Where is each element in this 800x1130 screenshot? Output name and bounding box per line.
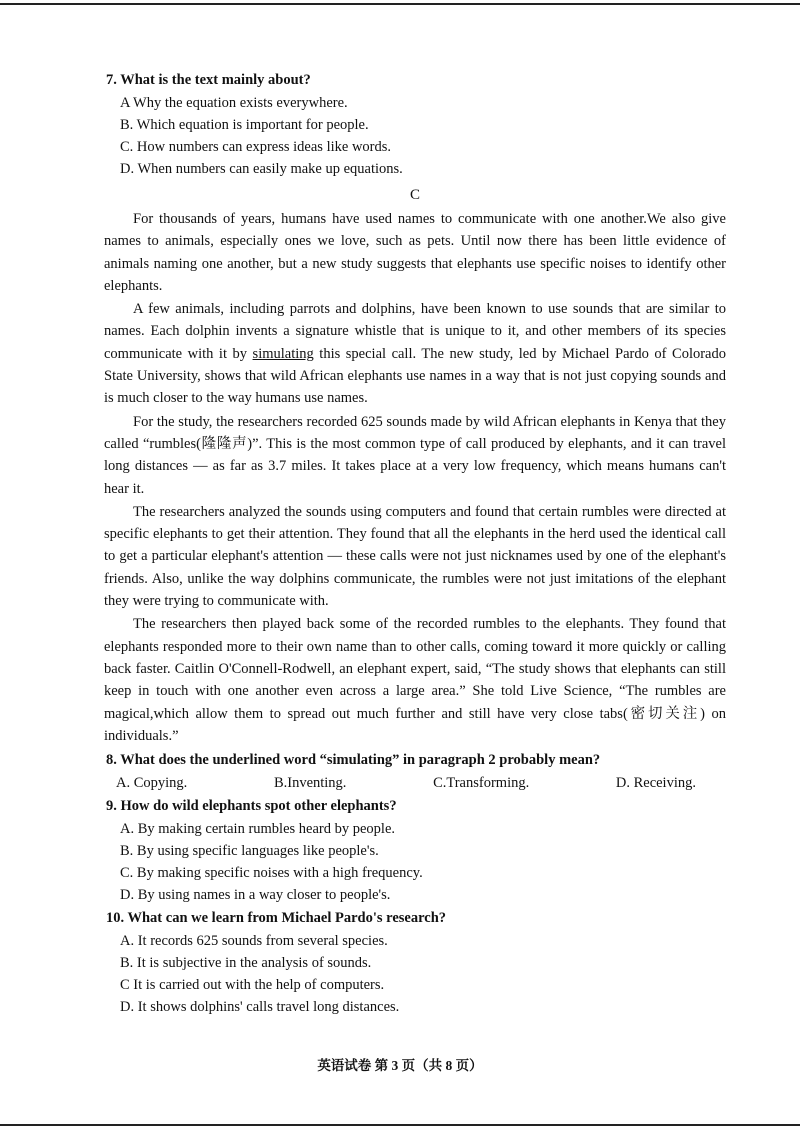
question-9 <box>104 794 726 906</box>
question-9-stem: 9. How do wild elephants spot other elephants? <box>106 798 397 815</box>
question-9-option-a: A. By making certain rumbles heard by people. <box>120 821 396 838</box>
question-10 <box>104 906 726 1018</box>
question-8 <box>104 748 726 794</box>
underlined-word: simulating <box>252 345 314 362</box>
question-9-option-c: C. By making specific noises with a high frequency. <box>120 865 423 882</box>
question-8-option-b: B.Inventing. <box>273 775 347 792</box>
passage-paragraph-3: For the study, the researchers recorded 625 sounds made by wild African elephants in Kenya that they called “rumbles(隆隆声)”. This is the most common type of call produced by elephants, and it can travel long distances — as far as 3.7 miles. It takes place at a very low frequency, which means humans can't hear it. <box>104 413 726 497</box>
paragraph-2-text-after: this special call. The new study, led by Michael Pardo of Colorado State University, shows that wild African elephants use names in a way that is not just copying sounds and is much closer to the way humans use names. <box>104 345 726 407</box>
question-8-option-d: D. Receiving. <box>615 775 696 792</box>
question-9-option-b: B. By using specific languages like people's. <box>120 843 379 860</box>
exam-page <box>104 68 726 1018</box>
question-10-option-d: D. It shows dolphins' calls travel long distances. <box>120 999 400 1016</box>
question-7-option-c: C. How numbers can express ideas like words. <box>120 139 392 155</box>
top-border-line <box>0 3 800 5</box>
passage-paragraph-1: For thousands of years, humans have used names to communicate with one another.We also give names to animals, especially ones we love, such as pets. Until now there has been little evidence of animals naming one another, but a new study suggests that elephants use specific noises to identify other elephants. <box>104 211 726 294</box>
page-footer: 英语试卷 第 3 页（共 8 页） <box>317 1058 483 1073</box>
question-10-stem: 10. What can we learn from Michael Pardo's research? <box>106 910 447 927</box>
question-10-option-a: A. It records 625 sounds from several species. <box>120 933 388 950</box>
question-7-option-d: D. When numbers can easily make up equations. <box>120 161 403 177</box>
paragraph-2-text-before: A few animals, including parrots and dolphins, have been known to use sounds that are similar to names. Each dolphin invents a signature whistle that is unique to it, and other members of its species communicate with it by <box>104 301 726 362</box>
question-8-option-c: C.Transforming. <box>433 775 530 792</box>
reading-passage <box>104 208 726 747</box>
question-8-stem: 8. What does the underlined word “simulating” in paragraph 2 probably mean? <box>106 752 601 769</box>
passage-paragraph-4: The researchers analyzed the sounds using computers and found that certain rumbles were directed at specific elephants to get their attention. They found that all the elephants in the herd used the identical call to get a particular elephant's attention — these calls were not just nicknames used by one of the elephant's friends. Also, unlike the way dolphins communicate, the rumbles were not just imitations of the elephant they were trying to communicate with. <box>104 503 726 610</box>
question-7-option-b: B. Which equation is important for people. <box>120 117 369 133</box>
section-label: C <box>409 187 420 203</box>
question-10-option-b: B. It is subjective in the analysis of sounds. <box>120 955 372 972</box>
passage-paragraph-5: The researchers then played back some of the recorded rumbles to the elephants. They found that elephants responded more to their own name than to other calls, coming toward it more quickly or calling back faster. Caitlin O'Connell-Rodwell, an elephant expert, said, “The study shows that elephants can still keep in touch with one another even across a large area.” She told Live Science, “The rumbles are magical,which allow them to spread out much further and still have very close tabs(密切关注) on individuals.” <box>104 616 726 744</box>
question-8-options <box>104 772 726 794</box>
question-9-option-d: D. By using names in a way closer to people's. <box>120 887 391 904</box>
question-8-option-a: A. Copying. <box>116 775 188 792</box>
question-7-option-a: A Why the equation exists everywhere. <box>120 95 348 111</box>
question-10-option-c: C It is carried out with the help of computers. <box>120 977 385 994</box>
passage-paragraph-2 <box>104 298 726 409</box>
question-7 <box>104 68 726 180</box>
question-7-stem: 7. What is the text mainly about? <box>106 72 311 88</box>
bottom-border-line <box>0 1124 800 1126</box>
